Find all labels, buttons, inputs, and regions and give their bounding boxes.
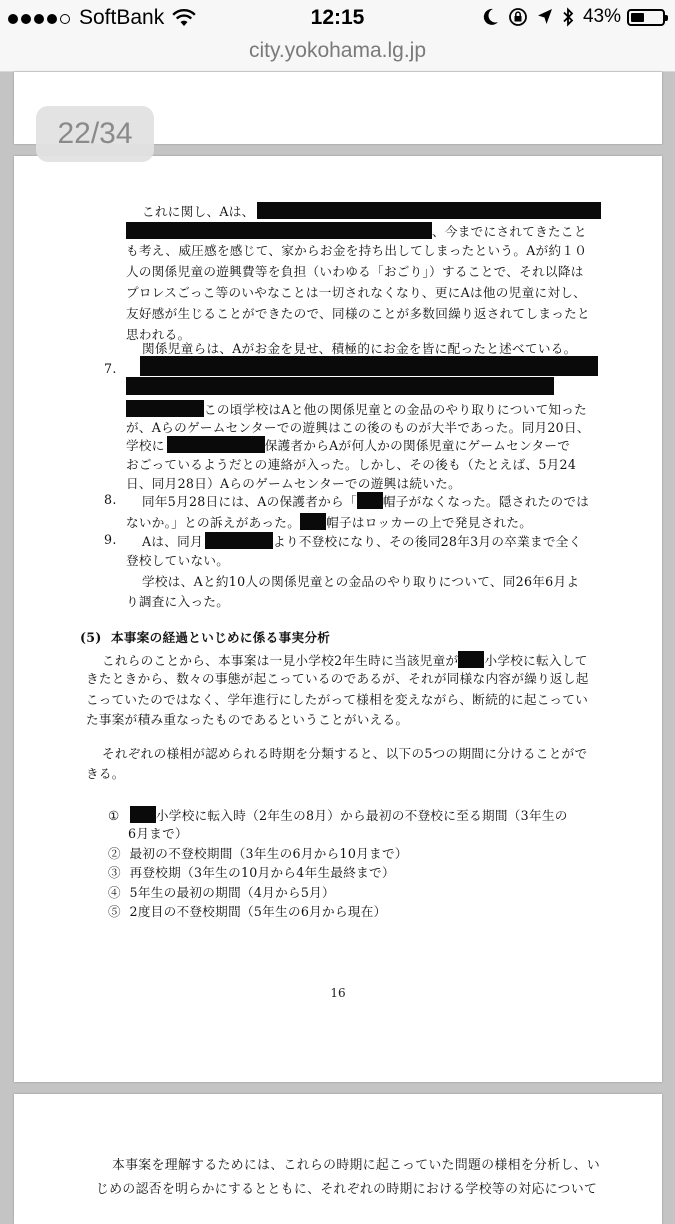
- redaction: [300, 513, 326, 530]
- list-item: ⑤ 2度目の不登校期間（5年生の6月から現在）: [108, 904, 387, 919]
- doc-line: きる。: [86, 766, 125, 781]
- doc-line: ないか。」との訴えがあった。 帽子はロッカーの上で発見された。: [126, 515, 533, 530]
- doc-line: おごっているようだとの連絡が入った。しかし、その後も（たとえば、5月24: [126, 457, 577, 472]
- doc-line: それぞれの様相が認められる時期を分類すると、以下の5つの期間に分けることがで: [102, 746, 588, 761]
- doc-line: が、Aらのゲームセンターでの遊興はこの後のものが大半であった。同月20日、: [126, 420, 590, 435]
- doc-line: Aは、同月 より不登校になり、その後同28年3月の卒業まで全く: [142, 534, 582, 549]
- redaction: [257, 202, 601, 219]
- section-heading: (5) 本事案の経過といじめに係る事実分析: [80, 630, 331, 645]
- redaction: [126, 400, 204, 417]
- doc-line: この頃学校はAと他の関係児童との金品のやり取りについて知った: [126, 400, 587, 418]
- list-item: ④ 5年生の最初の期間（4月から5月）: [108, 885, 335, 900]
- carrier-name: SoftBank: [79, 6, 165, 29]
- page-indicator: 22/34: [36, 106, 154, 162]
- list-item: ③ 再登校期（3年生の10月から4年生最終まで）: [108, 865, 395, 880]
- doc-line: も考え、威圧感を感じて、家からお金を持ち出してしまったという。Aが約１０: [126, 243, 588, 258]
- doc-line: 同年5月28日には、Aの保護者から「 帽子がなくなった。隠されたのでは: [142, 494, 590, 509]
- doc-line: きたときから、数々の事態が起こっているのであるが、それが同様な内容が繰り返し起: [86, 671, 589, 686]
- document-page: [14, 156, 662, 1082]
- location-arrow-icon: [537, 8, 553, 26]
- redaction: [458, 651, 484, 668]
- doc-line: 日、同月28日）Aらのゲームセンターでの遊興は続いた。: [126, 476, 461, 491]
- doc-line: り調査に入った。: [126, 594, 230, 609]
- next-page: [14, 1094, 662, 1224]
- doc-line: プロレスごっこ等のいやなことは一切されなくなり、更にAは他の児童に対し、: [126, 285, 587, 300]
- orientation-lock-icon: [508, 7, 528, 27]
- doc-line: 9.: [104, 532, 117, 547]
- redaction: [130, 806, 156, 823]
- list-item: ① 小学校に転入時（2年生の8月）から最初の不登校に至る期間（3年生の: [108, 808, 568, 823]
- battery-percent: 43%: [582, 6, 621, 27]
- doc-line: 友好感が生じることができたので、同様のことが多数回繰り返されてしまったと: [126, 306, 590, 321]
- doc-line: 学校は、Aと約10人の関係児童との金品のやり取りについて、同26年6月よ: [142, 574, 580, 589]
- doc-line: た事案が積み重なったものであるということがいえる。: [86, 712, 409, 727]
- status-bar: [0, 0, 675, 36]
- redaction: [126, 377, 554, 395]
- doc-line: 登校していない。: [126, 553, 230, 568]
- url-bar[interactable]: city.yokohama.lg.jp: [0, 36, 675, 72]
- list-item: 6月まで）: [128, 826, 188, 841]
- doc-line: 7.: [104, 361, 117, 376]
- bluetooth-icon: [562, 7, 574, 27]
- doc-line: 、今までにされてきたこと: [126, 222, 587, 240]
- doc-line: 本事案を理解するためには、これらの時期に起こっていた問題の様相を分析し、い: [112, 1158, 601, 1173]
- doc-line: 人の関係児童の遊興費等を負担（いわゆる「おごり」）することで、それ以降は: [126, 264, 584, 279]
- doc-line: 思われる。: [126, 327, 191, 342]
- doc-line: 関係児童らは、Aがお金を見せ、積極的にお金を皆に配ったと述べている。: [142, 341, 577, 356]
- doc-line: これに関し、Aは、: [142, 202, 601, 220]
- moon-icon: [483, 8, 499, 26]
- redaction: [357, 492, 383, 509]
- redaction: [205, 532, 273, 549]
- doc-line: これらのことから、本事案は一見小学校2年生時に当該児童が 小学校に転入して: [102, 653, 588, 668]
- redaction: [126, 222, 432, 239]
- doc-line: 学校に 保護者からAが何人かの関係児童にゲームセンターで: [126, 438, 571, 453]
- page-number: 16: [330, 986, 346, 1000]
- clock: 12:15: [310, 6, 365, 29]
- doc-line: こっていたのではなく、学年進行にしたがって様相を変えながら、断続的に起こってい: [86, 692, 589, 707]
- list-item: ② 最初の不登校期間（3年生の6月から10月まで）: [108, 846, 408, 861]
- doc-line: じめの認否を明らかにするとともに、それぞれの時期における学校等の対応について: [96, 1182, 598, 1197]
- doc-line: 8.: [104, 492, 117, 507]
- battery-icon: [627, 9, 665, 26]
- redaction: [167, 436, 265, 453]
- redaction: [140, 356, 598, 376]
